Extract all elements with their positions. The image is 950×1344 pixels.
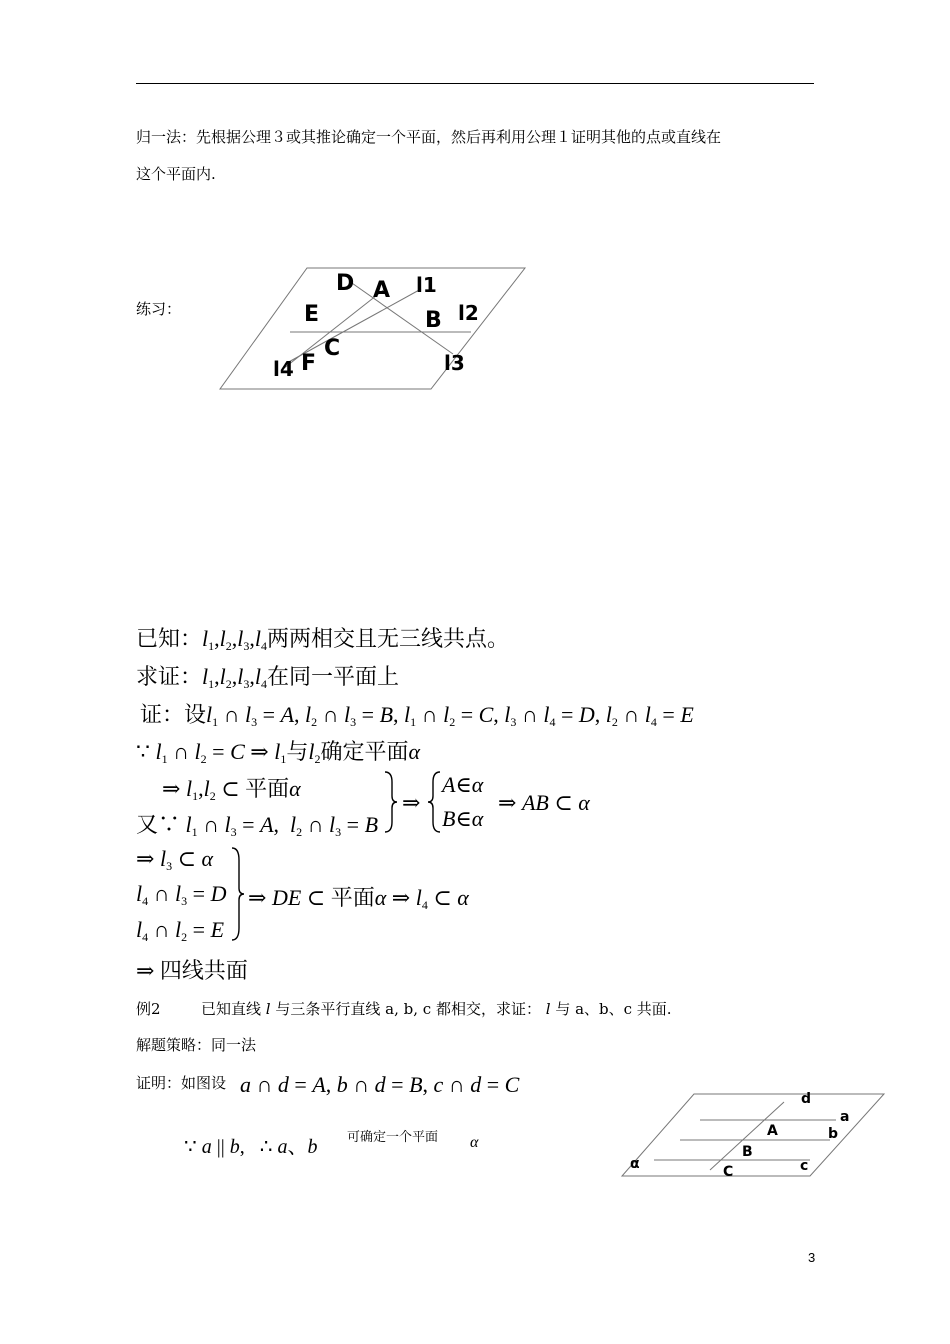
example2-can-determine: 可确定一个平面 (347, 1130, 439, 1145)
example2-statement: 已知直线 l 与三条平行直线 a, b, c 都相交，求证： l 与 a、b、c 共面. (201, 1000, 672, 1018)
B-in-alpha: B∈α (442, 806, 484, 831)
proof-step-5: $l_4$ ∩ $l_3 = D$ (136, 881, 227, 908)
label-E: E (304, 302, 320, 327)
example2-proof-setup: a ∩ d = A, b ∩ d = B, c ∩ d = C (240, 1072, 520, 1097)
label-D: D (336, 271, 355, 296)
exercise-label: 练习： (136, 300, 182, 318)
method-line-1: 归一法：先根据公理３或其推论确定一个平面，然后再利用公理１证明其他的点或直线在 (136, 128, 722, 146)
label-d: d (801, 1091, 812, 1107)
label-C: C (723, 1164, 734, 1180)
example2-figure (618, 1086, 890, 1180)
method-line-2: 这个平面内. (136, 165, 216, 183)
label-A: A (767, 1123, 778, 1139)
proof-step-1: ∵ $l_1$ ∩ $l_2 = C$ ⇒ $l_1$与$l_2$确定平面α (136, 739, 421, 766)
label-F: F (301, 351, 317, 376)
label-l3: l3 (444, 351, 465, 375)
left-brace-1 (426, 770, 442, 834)
given-line: 已知：$l_1,l_2,l_3,l_4$两两相交且无三线共点。 (136, 626, 510, 653)
right-brace-2 (230, 846, 246, 942)
label-a: a (840, 1109, 850, 1125)
proof-step-4: ⇒ $l_3$ ⊂ α (136, 846, 214, 873)
label-B: B (425, 308, 442, 333)
label-c: c (800, 1158, 809, 1174)
label-C: C (324, 336, 341, 361)
proof-step-6: $l_4$ ∩ $l_2 = E$ (136, 917, 225, 944)
label-A: A (373, 278, 391, 303)
label-l4: l4 (273, 357, 294, 381)
label-b: b (828, 1126, 839, 1142)
example2-label: 例2 (136, 1000, 161, 1018)
header-rule (136, 83, 814, 84)
AB-in-alpha: ⇒ AB ⊂ α (498, 790, 590, 815)
implies-1: ⇒ (402, 790, 421, 815)
example2-alpha: α (470, 1134, 479, 1151)
A-in-alpha: A∈α (442, 772, 484, 797)
example2-step: ∵ a || b, ∴ a、b (184, 1136, 318, 1158)
label-l1: l1 (416, 273, 437, 297)
conclusion: ⇒ 四线共面 (136, 958, 248, 983)
example2-strategy: 解题策略：同一法 (136, 1036, 257, 1054)
exercise-figure (215, 262, 535, 394)
right-brace-1 (383, 770, 399, 834)
proof-step-2: ⇒ $l_1,l_2$ ⊂ 平面α (162, 776, 301, 803)
label-l2: l2 (458, 301, 479, 325)
label-alpha: α (630, 1156, 640, 1172)
example2-proof-prefix: 证明：如图设 (136, 1074, 227, 1092)
proof-step-de: ⇒ DE ⊂ 平面α ⇒ $l_4$ ⊂ α (248, 885, 469, 912)
page-number: 3 (808, 1250, 816, 1265)
proof-setup-line: 证：设$l_1$ ∩ $l_3 = A$, $l_2$ ∩ $l_3 = B$, $l_1$ ∩ $l_2 = C$, $l_3$ ∩ $l_4 = D$, $l_2$ ∩ $l_4 = E$ (140, 702, 694, 729)
proof-step-3: 又∵ $l_1$ ∩ $l_3 = A$, $l_2$ ∩ $l_3 = B$ (136, 812, 379, 839)
prove-line: 求证：$l_1,l_2,l_3,l_4$在同一平面上 (136, 664, 400, 691)
label-B: B (742, 1144, 753, 1160)
